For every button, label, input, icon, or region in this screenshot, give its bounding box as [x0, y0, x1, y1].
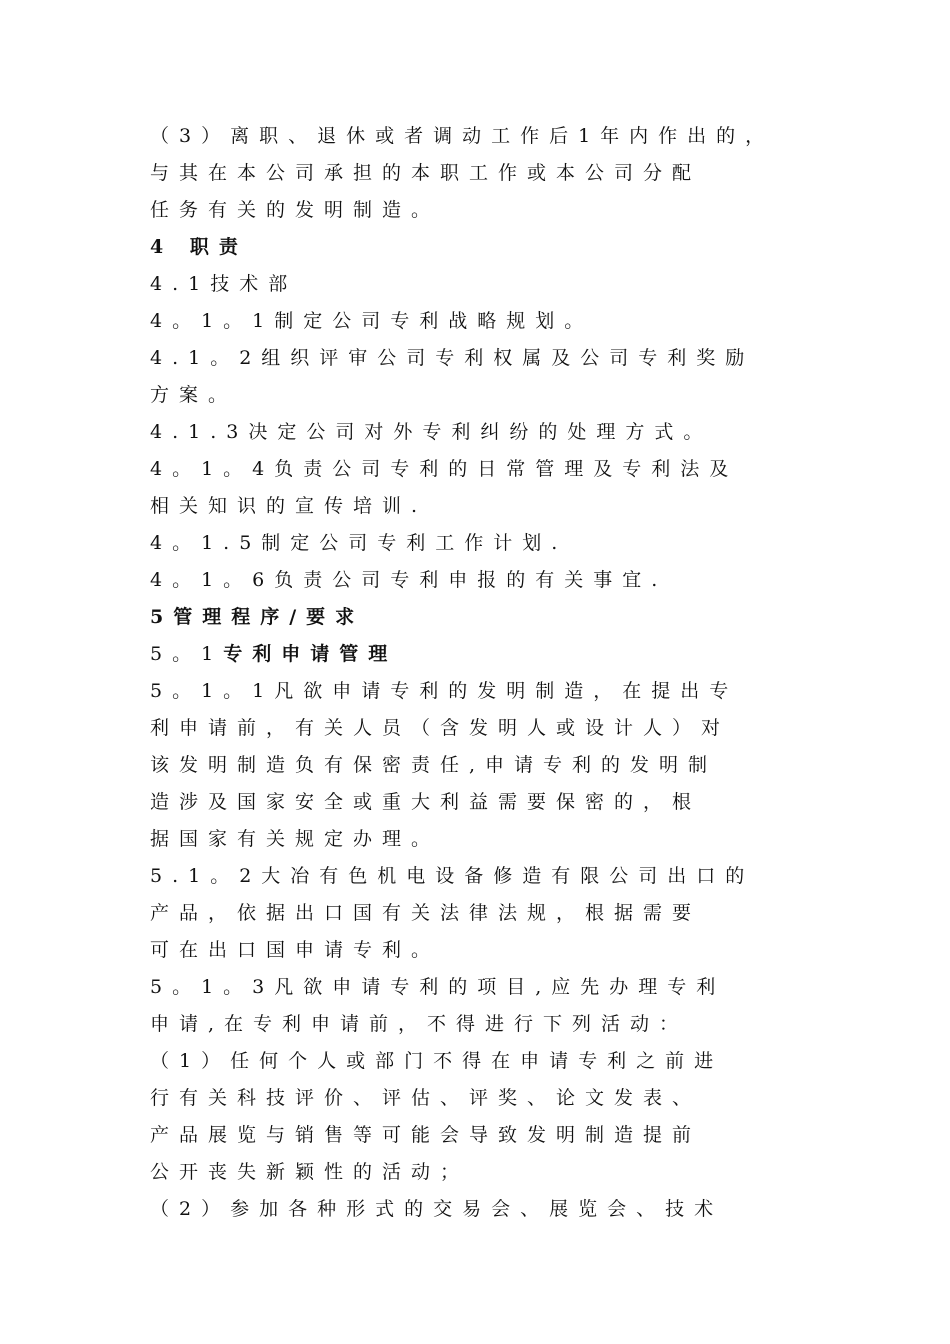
text-line: （1）任何个人或部门不得在申请专利之前进: [150, 1050, 724, 1072]
text-line: 行有关科技评价、评估、评奖、论文发表、: [150, 1087, 702, 1109]
subsection-number: 5。1: [150, 643, 224, 665]
text-line: 5.1。2大冶有色机电设备修造有限公司出口的: [150, 865, 755, 887]
text-line: 相关知识的宣传培训.: [150, 495, 428, 517]
text-line: 可在出口国申请专利。: [150, 939, 441, 961]
text-line: 任务有关的发明制造。: [150, 199, 441, 221]
text-line: 5。1。1凡欲申请专利的发明制造，在提出专: [150, 680, 739, 702]
subsection-heading-5-1: [150, 636, 810, 673]
text-line: 产品，依据出口国有关法律法规，根据需要: [150, 902, 702, 924]
text-line: 据国家有关规定办理。: [150, 828, 441, 850]
section-heading-4: 4 职责: [150, 236, 248, 258]
text-line: 申请,在专利申请前，不得进行下列活动：: [150, 1013, 689, 1035]
text-line: （3）离职、退休或者调动工作后1年内作出的，: [150, 125, 775, 147]
text-line: 该发明制造负有保密责任,申请专利的发明制: [150, 754, 718, 776]
subsection-title: 专利申请管理: [223, 643, 398, 665]
text-line: 5。1。3凡欲申请专利的项目,应先办理专利: [150, 976, 726, 998]
subsection-heading-4-1: 4.1技术部: [150, 273, 298, 295]
text-line: 4。1。4负责公司专利的日常管理及专利法及: [150, 458, 739, 480]
text-line: 4.1.3决定公司对外专利纠纷的处理方式。: [150, 421, 713, 443]
text-line: 4.1。2组织评审公司专利权属及公司专利奖励: [150, 347, 755, 369]
text-line: 造涉及国家安全或重大利益需要保密的，根: [150, 791, 702, 813]
text-line: （2）参加各种形式的交易会、展览会、技术: [150, 1198, 724, 1220]
text-line: 方案。: [150, 384, 238, 406]
text-line: 利申请前，有关人员（含发明人或设计人）对: [150, 717, 731, 739]
text-line: 4。1。1制定公司专利战略规划。: [150, 310, 594, 332]
text-line: 4。1.5制定公司专利工作计划.: [150, 532, 568, 554]
document-body: [150, 118, 810, 1228]
text-line: 与其在本公司承担的本职工作或本公司分配: [150, 162, 702, 184]
text-line: 4。1。6负责公司专利申报的有关事宜.: [150, 569, 668, 591]
text-line: 产品展览与销售等可能会导致发明制造提前: [150, 1124, 702, 1146]
section-heading-5: 5管理程序/要求: [150, 606, 365, 628]
text-line: 公开丧失新颖性的活动；: [150, 1161, 470, 1183]
